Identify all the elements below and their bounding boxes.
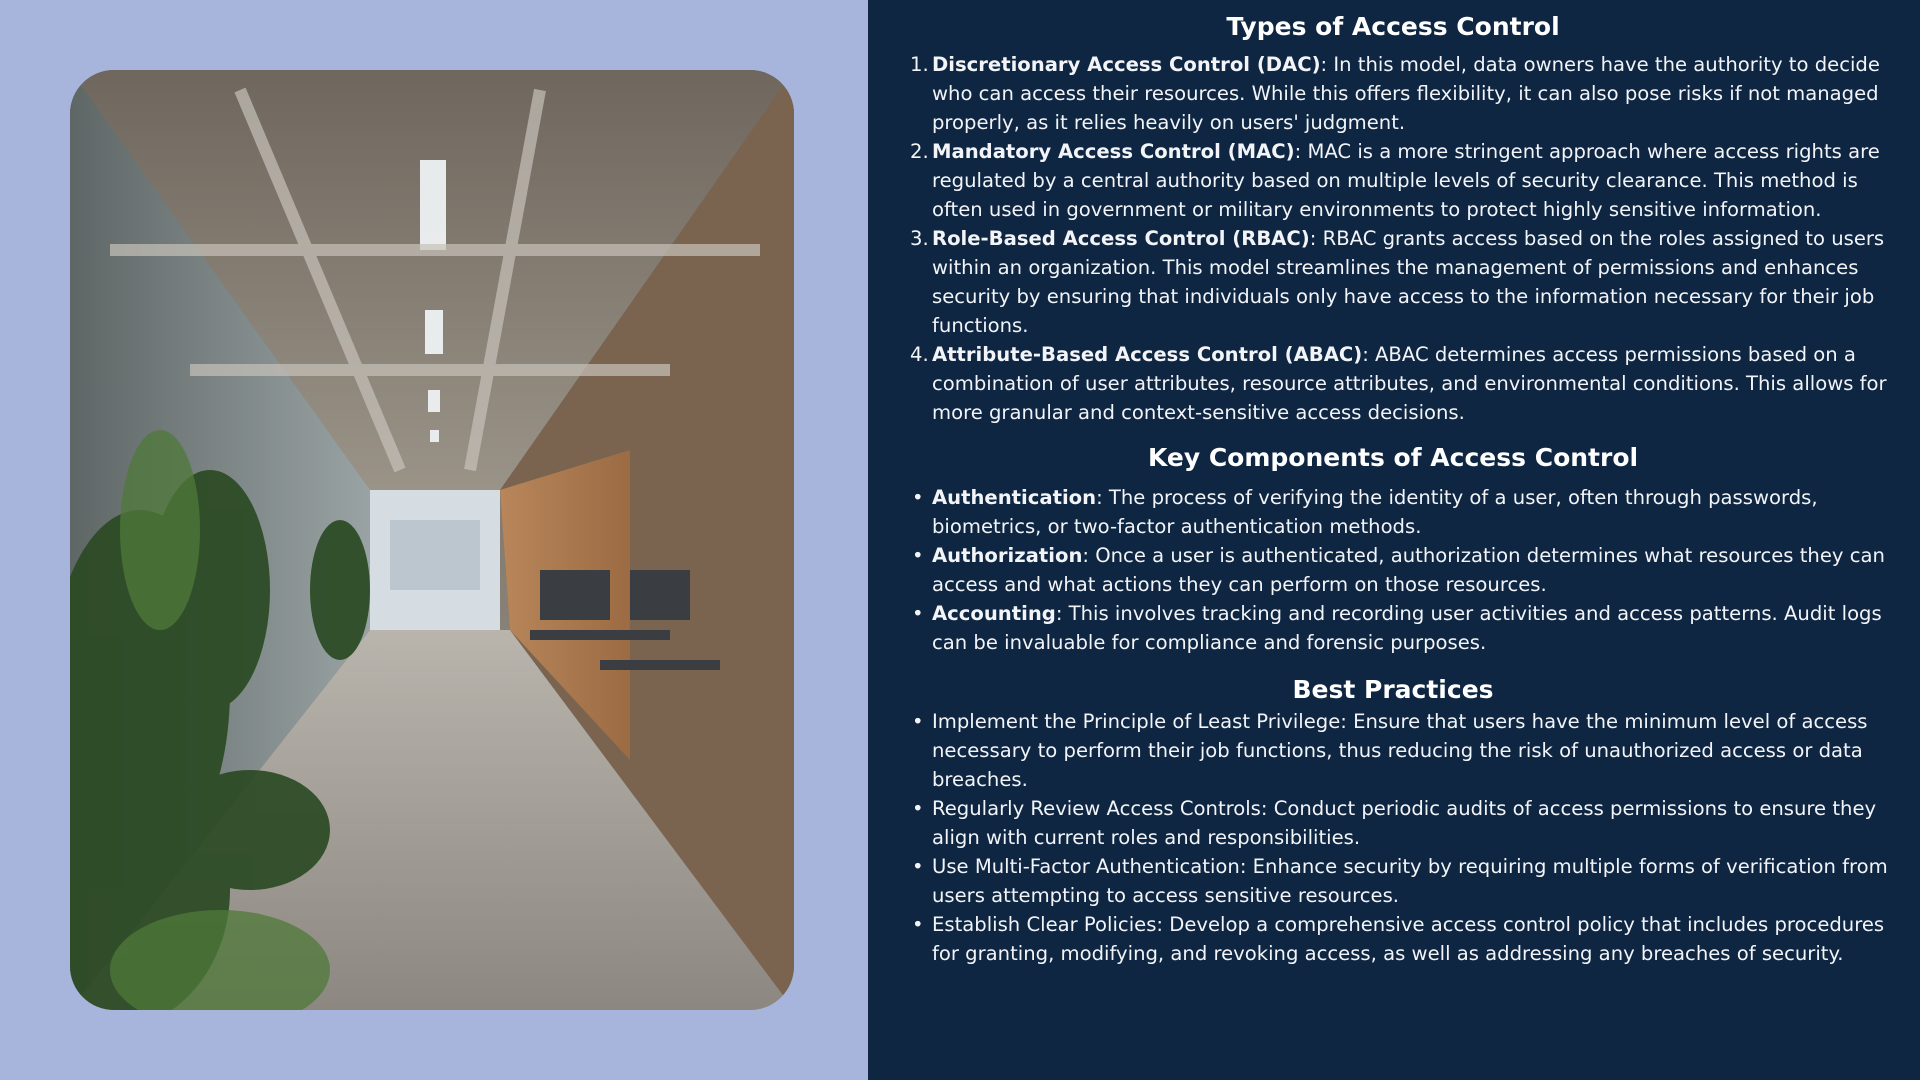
types-list: [910, 50, 1894, 427]
best-practice-item: • Implement the Principle of Least Privilege: Ensure that users have the minimum level of access necessary to perform their job functions, thus reducing the risk of unauthorized access or data breaches.: [932, 707, 1894, 794]
types-item-rbac: 3. Role-Based Access Control (RBAC): RBAC grants access based on the roles assigned to users within an organization. This model streamlines the management of permissions and enhances security by ensuring that individuals only have access to the information necessary for their job functions.: [910, 227, 1885, 337]
components-item-authentication: • Authentication: The process of verifying the identity of a user, often through passwords, biometrics, or two-factor authentication methods.: [932, 483, 1894, 541]
content-panel: [868, 0, 1920, 1080]
best-practices-list: [932, 707, 1894, 968]
types-item-dac: 1. Discretionary Access Control (DAC): In this model, data owners have the authority to decide who can access their resources. While this offers flexibility, it can also pose risks if not managed properly, as it relies heavily on users' judgment.: [910, 53, 1880, 134]
best-practices-heading: Best Practices: [1292, 675, 1494, 704]
types-item-abac: 4. Attribute-Based Access Control (ABAC): ABAC determines access permissions based on a combination of user attributes, resource attributes, and environmental conditions. This allows for more granular and context-sensitive access decisions.: [910, 343, 1887, 424]
office-corridor-illustration: [70, 70, 794, 1010]
best-practice-item: • Regularly Review Access Controls: Conduct periodic audits of access permissions to ensure they align with current roles and responsibilities.: [932, 794, 1894, 852]
best-practice-item: • Establish Clear Policies: Develop a comprehensive access control policy that includes procedures for granting, modifying, and revoking access, as well as addressing any breaches of security.: [932, 910, 1894, 968]
components-list: [932, 483, 1894, 657]
components-item-accounting: • Accounting: This involves tracking and recording user activities and access patterns. Audit logs can be invaluable for compliance and forensic purposes.: [932, 599, 1894, 657]
types-heading: Types of Access Control: [1226, 12, 1560, 41]
left-panel: [0, 0, 868, 1080]
components-heading: Key Components of Access Control: [1147, 443, 1639, 472]
components-item-authorization: • Authorization: Once a user is authenticated, authorization determines what resources they can access and what actions they can perform on those resources.: [932, 541, 1894, 599]
office-corridor-photo: [70, 70, 794, 1010]
types-item-mac: 2. Mandatory Access Control (MAC): MAC is a more stringent approach where access rights are regulated by a central authority based on multiple levels of security clearance. This method is often used in government or military environments to protect highly sensitive information.: [910, 140, 1880, 221]
best-practice-item: • Use Multi-Factor Authentication: Enhance security by requiring multiple forms of verification from users attempting to access sensitive resources.: [932, 852, 1894, 910]
